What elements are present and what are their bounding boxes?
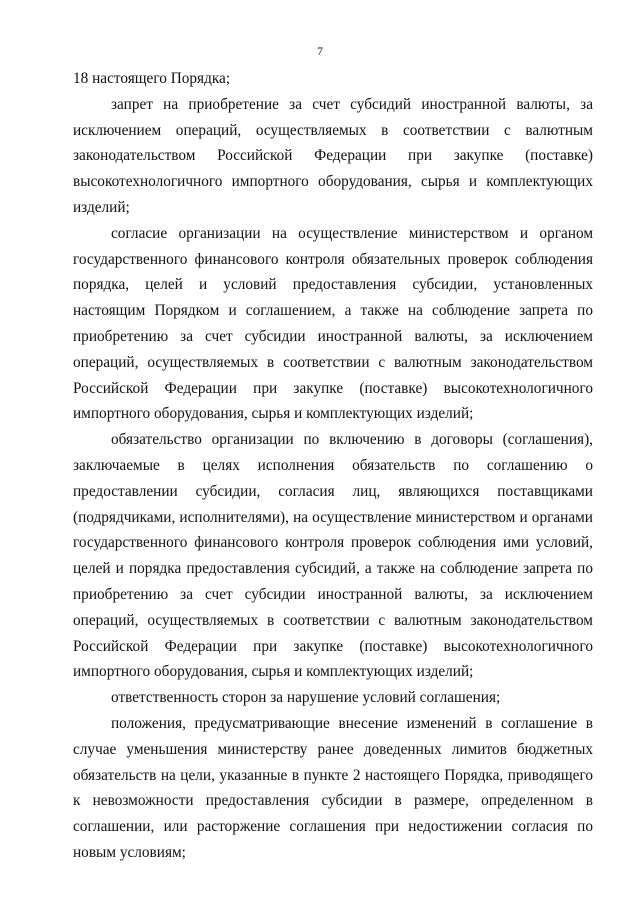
paragraph-amendment-provisions: положения, предусматривающие внесение изменений в соглашение в случае уменьшения министерству ранее доведенных лимитов бюджетных обязательств на цели, указанные в пункте 2 настоящего Порядка, приводящего к невозможности предоставления субсидии в размере, определенном в соглашении, или расторжение соглашения при недостижении согласия по новым условиям;	[73, 714, 593, 861]
paragraph-inspection-consent: согласие организации на осуществление министерством и органом государственного финансового контроля обязательных проверок соблюдения порядка, целей и условий предоставления субсидии, установленных настоящим Порядком и соглашением, а также на соблюдение запрета по приобретению за счет субсидии иностранной валюты, за исключением операций, осуществляемых в соответствии с валютным законодательством Российской Федерации при закупке (поставке) высокотехнологичного импортного оборудования, сырья и комплектующих изделий;	[73, 224, 593, 423]
document-body	[73, 66, 593, 866]
paragraph-continuation: 18 настоящего Порядка;	[73, 70, 231, 87]
paragraph-contract-obligation: обязательство организации по включению в договоры (соглашения), заключаемые в целях исполнения обязательств по соглашению о предоставлении субсидии, согласия лиц, являющихся поставщиками (подрядчиками, исполнителями), на осуществление министерством и органами государственного финансового контроля проверок соблюдения ими условий, целей и порядка предоставления субсидий, а также на соблюдение запрета по приобретению за счет субсидии иностранной валюты, за исключением операций, осуществляемых в соответствии с валютным законодательством Российской Федерации при закупке (поставке) высокотехнологичного импортного оборудования, сырья и комплектующих изделий;	[73, 431, 593, 681]
paragraph-liability: ответственность сторон за нарушение условий соглашения;	[111, 689, 501, 707]
paragraph-currency-ban: запрет на приобретение за счет субсидий иностранной валюты, за исключением операций, осуществляемых в соответствии с валютным законодательством Российской Федерации при закупке (поставке) высокотехнологичного импортного оборудования, сырья и комплектующих изделий;	[73, 95, 593, 216]
page-number: 7	[317, 44, 323, 58]
